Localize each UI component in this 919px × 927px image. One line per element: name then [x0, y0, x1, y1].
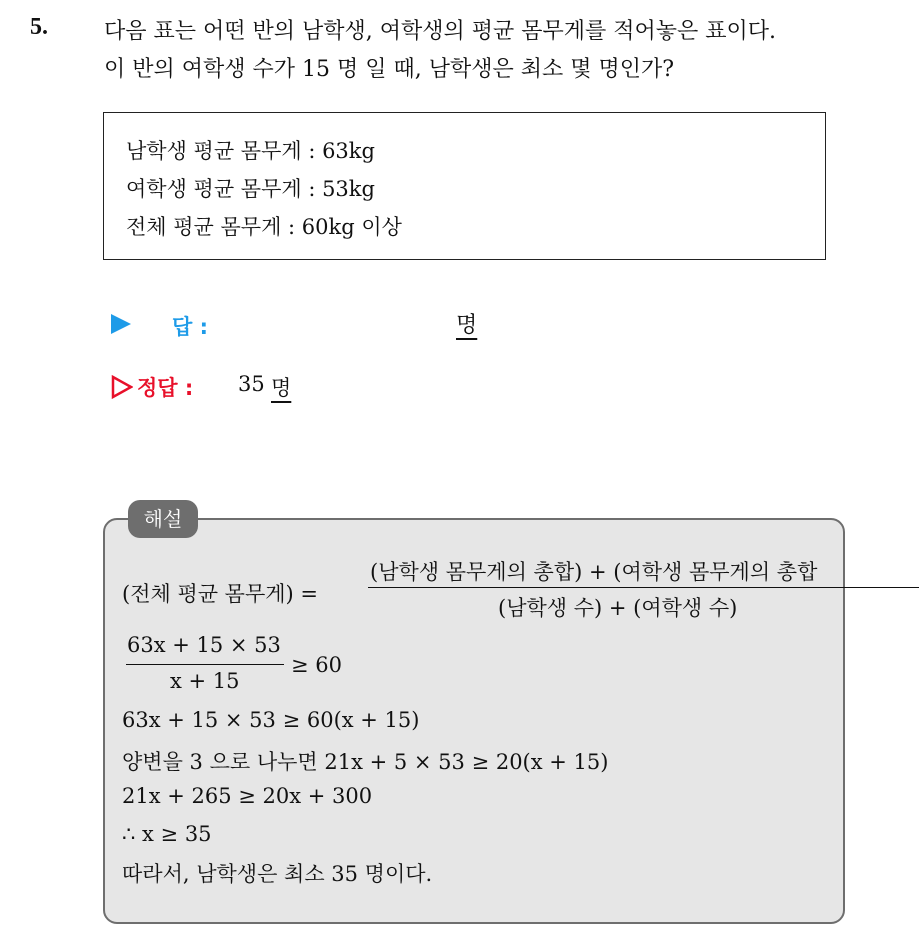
info-line-total: 전체 평균 몸무게 : 60kg 이상: [126, 215, 402, 239]
solution-triangle-icon: [111, 375, 133, 399]
info-box: [103, 112, 826, 260]
inequality-fraction-bar: [126, 664, 284, 665]
solution-unit: 명: [271, 376, 292, 400]
formula-denominator: (남학생 수) + (여학생 수): [498, 596, 738, 620]
question-text-line-2: 이 반의 여학생 수가 15 명 일 때, 남학생은 최소 몇 명인가?: [104, 57, 675, 82]
step-5: 따라서, 남학생은 최소 35 명이다.: [122, 862, 433, 886]
inequality-rhs: ≥ 60: [291, 653, 342, 677]
step-1: 63x + 15 × 53 ≥ 60(x + 15): [122, 708, 420, 732]
answer-unit: 명: [456, 313, 478, 338]
formula-fraction-bar: [368, 587, 919, 588]
step-3: 21x + 265 ≥ 20x + 300: [122, 784, 373, 808]
answer-label: 답 :: [172, 315, 208, 339]
step-4: ∴ x ≥ 35: [122, 822, 212, 846]
answer-triangle-icon: [111, 314, 131, 334]
inequality-denominator: x + 15: [170, 669, 240, 693]
info-line-female: 여학생 평균 몸무게 : 53kg: [126, 177, 375, 201]
solution-value: 35: [238, 372, 265, 396]
question-text-line-1: 다음 표는 어떤 반의 남학생, 여학생의 평균 몸무게를 적어놓은 표이다.: [104, 19, 776, 44]
info-line-male: 남학생 평균 몸무게 : 63kg: [126, 139, 375, 163]
solution-label: 정답 :: [137, 376, 194, 400]
step-2: 양변을 3 으로 나누면 21x + 5 × 53 ≥ 20(x + 15): [122, 750, 609, 774]
formula-numerator: (남학생 몸무게의 총합) + (여학생 몸무게의 총합: [370, 560, 818, 584]
question-number: 5.: [30, 14, 48, 40]
formula-lhs: (전체 평균 몸무게) =: [122, 582, 319, 606]
explanation-tag: 해설: [128, 500, 198, 538]
inequality-numerator: 63x + 15 × 53: [127, 633, 281, 657]
